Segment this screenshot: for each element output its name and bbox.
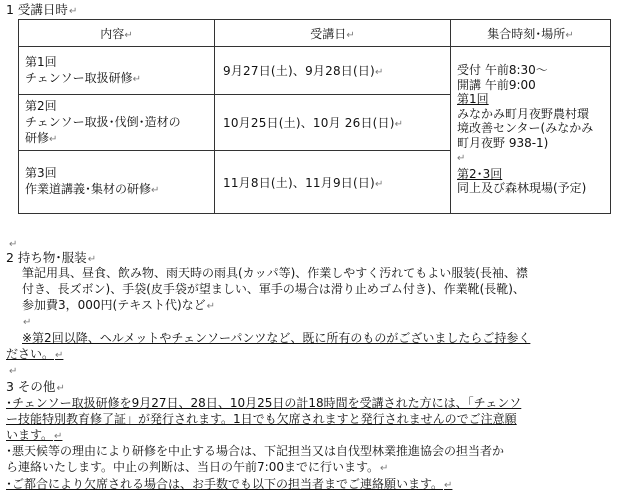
- place-round1-line1: みなかみ町月夜野農村環: [457, 106, 590, 121]
- return-mark: ↵: [457, 153, 466, 164]
- header-date: [215, 20, 451, 47]
- section2-line2-text: 付き、長ズボン)、手袋(皮手袋が望ましい、軍手の場合は滑り止めゴム付き)、作業靴(長靴)、: [22, 282, 525, 296]
- blank-line: [8, 363, 17, 379]
- section2-note-line1-text: ※第2回以降、ヘルメットやチェンソーパンツなど、既に所有のものがございましたらご持参く: [22, 331, 531, 345]
- row1-line1: 第1回: [25, 54, 57, 69]
- row2-content: [19, 95, 215, 151]
- section3-p3-line1: [6, 477, 452, 493]
- section2-line3-text: 参加費3，000円(テキスト代)など: [22, 298, 206, 312]
- return-mark: ↵: [374, 67, 384, 78]
- place-round1-label: 第1回: [457, 92, 489, 106]
- place-round1-line3: 町月夜野 938-1): [457, 135, 549, 150]
- header-content: [19, 20, 215, 47]
- place-opening: 開講 午前9:00: [457, 77, 536, 92]
- row1-date-text: 9月27日(土)、9月28日(日): [223, 64, 375, 78]
- header-content-text: 内容: [100, 26, 125, 41]
- row1-line2: チェンソー取扱研修: [25, 70, 133, 85]
- table-header-row: [19, 20, 611, 47]
- row3-line1: 第3回: [25, 166, 57, 180]
- row3-date-text: 11月8日(土)、11月9日(日): [223, 175, 375, 190]
- return-mark: ↵: [9, 366, 18, 377]
- return-mark: ↵: [68, 6, 78, 17]
- section2-title: [6, 250, 96, 267]
- section2-line1: [22, 266, 528, 281]
- section3-p2-line2: [6, 460, 388, 476]
- table-row: [19, 47, 611, 95]
- row2-line3: 研修: [25, 130, 50, 145]
- section3-p1-line2: [6, 412, 517, 427]
- section3-title: [6, 379, 65, 396]
- place-round23-label: 第2･3回: [457, 166, 503, 181]
- section3-title-text: 3 その他: [6, 379, 56, 394]
- section3-p2-line2-text: ら連絡いたします。中止の判断は、当日の午前7:00までに行います。: [6, 460, 380, 474]
- return-mark: ↵: [346, 29, 355, 41]
- place-reception: 受付 午前8:30～: [457, 63, 548, 77]
- blank-line: [22, 314, 31, 330]
- return-mark: ↵: [206, 301, 216, 312]
- section3-p1-line1: [6, 396, 521, 411]
- row1-content: [19, 47, 215, 95]
- row2-line2: チェンソー取扱･伐倒･造材の: [25, 114, 181, 129]
- section3-p2-line1-text: ･悪天候等の理由により研修を中止する場合は、下記担当又は自伐型林業推進協会の担当者か: [6, 444, 505, 458]
- section3-p1-line1-text: ･チェンソー取扱研修を9月27日、28日、10月25日の計18時間を受講された方には、「チェンソ: [6, 396, 522, 410]
- place-round1-line2: 境改善センター(みなかみ: [457, 121, 594, 135]
- return-mark: ↵: [565, 29, 574, 41]
- section1-title: [6, 2, 77, 19]
- row1-date: [215, 47, 451, 95]
- header-place-text: 集合時刻･場所: [487, 26, 566, 41]
- return-mark: ↵: [23, 317, 32, 328]
- row3-line2: 作業道講義･集材の研修: [25, 182, 152, 196]
- row2-date: [215, 95, 451, 151]
- return-mark: ↵: [380, 463, 389, 474]
- header-date-text: 受講日: [310, 26, 347, 41]
- row2-date-text: 10月25日(土)、10月 26日(日): [223, 116, 395, 130]
- return-mark: ↵: [132, 73, 142, 85]
- return-mark: ↵: [54, 431, 63, 442]
- return-mark: ↵: [55, 350, 64, 361]
- section2-line3: [22, 298, 215, 314]
- return-mark: ↵: [394, 119, 404, 130]
- return-mark: ↵: [124, 29, 133, 41]
- section3-p1-line3: [6, 428, 62, 444]
- place-cell: [451, 47, 611, 214]
- return-mark: ↵: [49, 133, 58, 145]
- schedule-table: [18, 19, 611, 214]
- section2-note-line2: [6, 347, 63, 363]
- return-mark: ↵: [374, 178, 384, 190]
- row3-content: [19, 151, 215, 214]
- row2-line1: 第2回: [25, 98, 57, 113]
- section3-p1-line2-text: ー技能特別教育修了証」が発行されます。1日でも欠席されますと発行されませんのでご注意願: [6, 412, 517, 426]
- section3-p2-line1: [6, 444, 504, 459]
- row3-date: [215, 151, 451, 214]
- return-mark: ↵: [56, 383, 65, 394]
- return-mark: ↵: [87, 254, 97, 265]
- section3-p3-line1-text: ･ご都合により欠席される場合は、お手数でも以下の担当者までご連絡願います。: [6, 477, 444, 491]
- section3-p1-line3-text: います。: [6, 428, 54, 442]
- place-round23-line: 同上及び森林現場(予定): [457, 181, 587, 195]
- section2-title-text: 2 持ち物･服装: [6, 250, 87, 265]
- section1-title-text: 1 受講日時: [6, 2, 68, 17]
- return-mark: ↵: [444, 480, 453, 491]
- return-mark: ↵: [151, 185, 160, 196]
- header-place: [451, 20, 611, 47]
- section2-note-line1: [22, 331, 530, 346]
- section2-note-line2-text: ださい。: [6, 347, 55, 361]
- section2-line1-text: 筆記用具、昼食、飲み物、雨天時の雨具(カッパ等)、作業しやすく汚れてもよい服装(長袖、襟: [22, 266, 528, 280]
- return-mark: ↵: [9, 239, 18, 250]
- section2-line2: [22, 282, 525, 297]
